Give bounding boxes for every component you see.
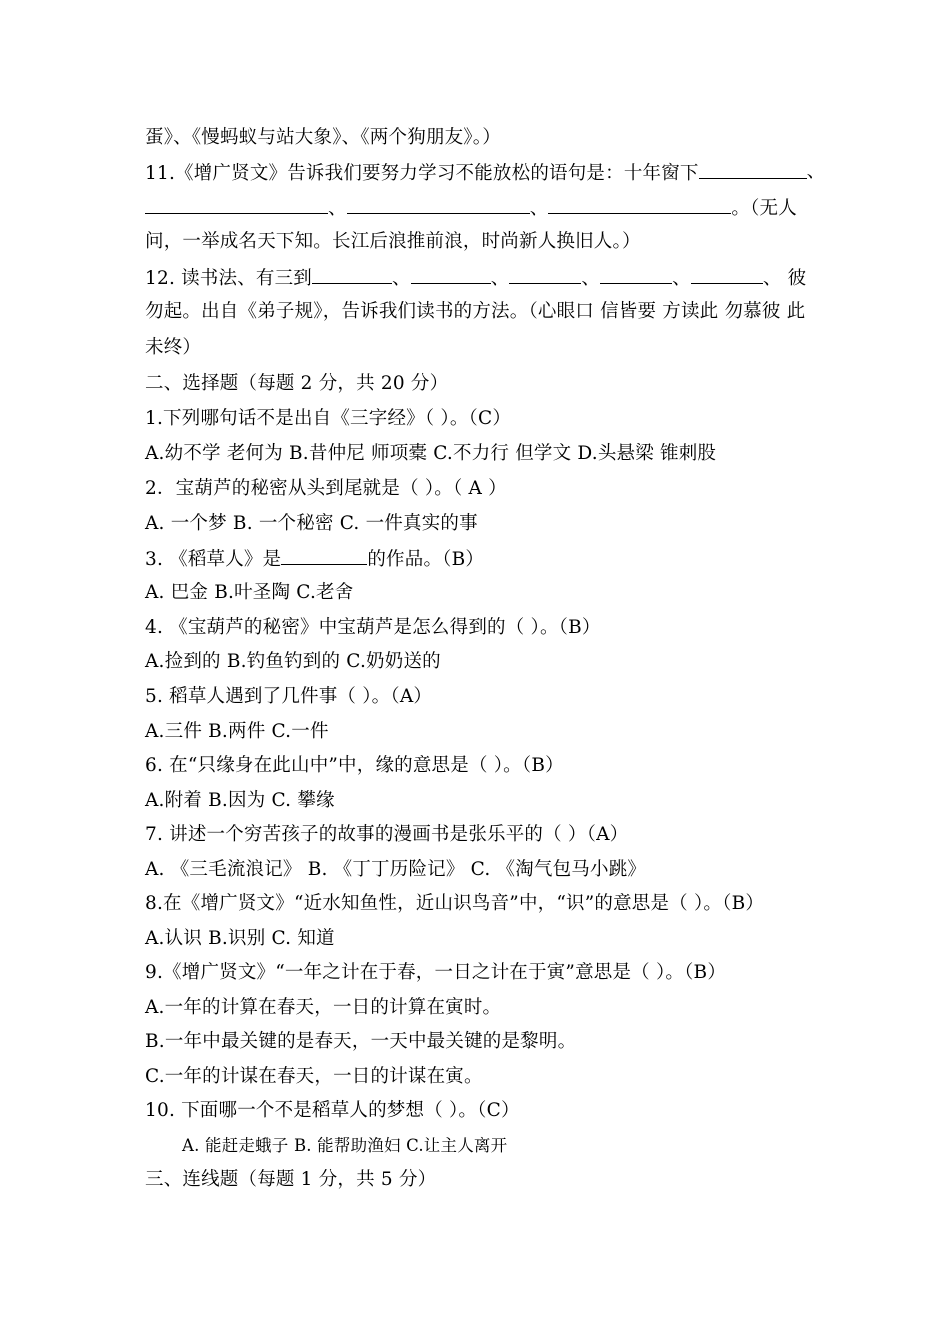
choice-options-4: A.捡到的 B.钓鱼钓到的 C.奶奶送的 <box>145 651 441 672</box>
question-12-text: 12. 读书法、有三到 <box>145 268 313 289</box>
punctuation: 、 <box>392 268 411 289</box>
choice-question-9: 9.《增广贤文》“一年之计在于春，一日之计在于寅”意思是（ ）。（B） <box>145 962 727 983</box>
answer-blank <box>347 195 530 214</box>
question-3-text: 3. 《稻草人》是 <box>145 549 282 570</box>
choice-options-5: A.三件 B.两件 C.一件 <box>145 721 329 742</box>
question-11-tail: 。（无人 <box>731 198 797 219</box>
punctuation: 、 <box>490 268 510 289</box>
choice-options-2: A. 一个梦 B. 一个秘密 C. 一件真实的事 <box>145 513 478 534</box>
punctuation: 、 <box>672 268 691 289</box>
choice-question-10: 10. 下面哪一个不是稻草人的梦想（ ）。（C） <box>145 1100 520 1121</box>
question-11-line-2 <box>145 195 810 221</box>
punctuation: 、 <box>581 268 601 289</box>
punctuation: 、 <box>328 198 347 219</box>
question-12-line-1 <box>145 265 810 291</box>
choice-options-6: A.附着 B.因为 C. 攀缘 <box>145 790 335 811</box>
choice-options-8: A.认识 B.识别 C. 知道 <box>145 928 335 949</box>
answer-blank <box>145 195 328 214</box>
choice-options-7: A. 《三毛流浪记》 B. 《丁丁历险记》 C. 《淘气包马小跳》 <box>145 859 647 880</box>
choice-question-2: 2．宝葫芦的秘密从头到尾就是（ ）。（ A ） <box>145 478 507 499</box>
answer-blank <box>281 546 367 565</box>
punctuation: 、 <box>529 198 549 219</box>
choice-question-4: 4. 《宝葫芦的秘密》中宝葫芦是怎么得到的（ ）。（B） <box>145 617 601 638</box>
answer-blank <box>509 265 581 284</box>
choice-options-10: A. 能赶走蛾子 B. 能帮助渔妇 C.让主人离开 <box>182 1136 508 1155</box>
question-12-line-3: 未终） <box>145 337 202 358</box>
text-line: 蛋》、《慢蚂蚁与站大象》、《两个狗朋友》。） <box>145 127 501 148</box>
answer-blank <box>699 160 807 179</box>
choice-option-9a: A.一年的计算在春天，一日的计算在寅时。 <box>145 997 502 1018</box>
answer-blank <box>548 195 731 214</box>
punctuation: 、 <box>806 161 826 182</box>
section-title-matching: 三、连线题（每题 1 分，共 5 分） <box>145 1169 437 1190</box>
choice-options-3: A. 巴金 B.叶圣陶 C.老舍 <box>145 582 354 603</box>
answer-blank <box>600 265 672 284</box>
choice-question-6: 6. 在“只缘身在此山中”中，缘的意思是（ ）。（B） <box>145 755 564 776</box>
choice-question-7: 7. 讲述一个穷苦孩子的故事的漫画书是张乐平的（ ）（A） <box>145 824 629 845</box>
choice-option-9c: C.一年的计谋在春天，一日的计谋在寅。 <box>145 1066 483 1087</box>
question-11-text: 11.《增广贤文》告诉我们要努力学习不能放松的语句是：十年窗下 <box>145 163 699 184</box>
question-3-tail: 的作品。（B） <box>367 549 485 570</box>
answer-blank <box>691 265 763 284</box>
question-12-tail: 、 彼 <box>762 268 807 289</box>
question-12-line-2: 勿起。出自《弟子规》，告诉我们读书的方法。（心眼口 信皆要 方读此 勿慕彼 此 <box>145 301 806 322</box>
answer-blank <box>411 265 491 284</box>
choice-question-8: 8.在《增广贤文》“近水知鱼性，近山识鸟音”中，“识”的意思是（ ）。（B） <box>145 893 765 914</box>
choice-question-5: 5. 稻草人遇到了几件事（ ）。（A） <box>145 686 433 707</box>
answer-blank <box>312 265 392 284</box>
choice-options-1: A.幼不学 老何为 B.昔仲尼 师项橐 C.不力行 但学文 D.头悬梁 锥刺股 <box>145 443 717 464</box>
question-11-line-3: 问，一举成名天下知。长江后浪推前浪，时尚新人换旧人。） <box>145 231 641 252</box>
choice-question-3 <box>145 546 810 572</box>
section-title-choice: 二、选择题（每题 2 分，共 20 分） <box>145 373 449 394</box>
choice-question-1: 1.下列哪句话不是出自《三字经》（ ）。（C） <box>145 408 512 429</box>
choice-option-9b: B.一年中最关键的是春天，一天中最关键的是黎明。 <box>145 1031 577 1052</box>
question-11-line-1 <box>145 160 826 186</box>
